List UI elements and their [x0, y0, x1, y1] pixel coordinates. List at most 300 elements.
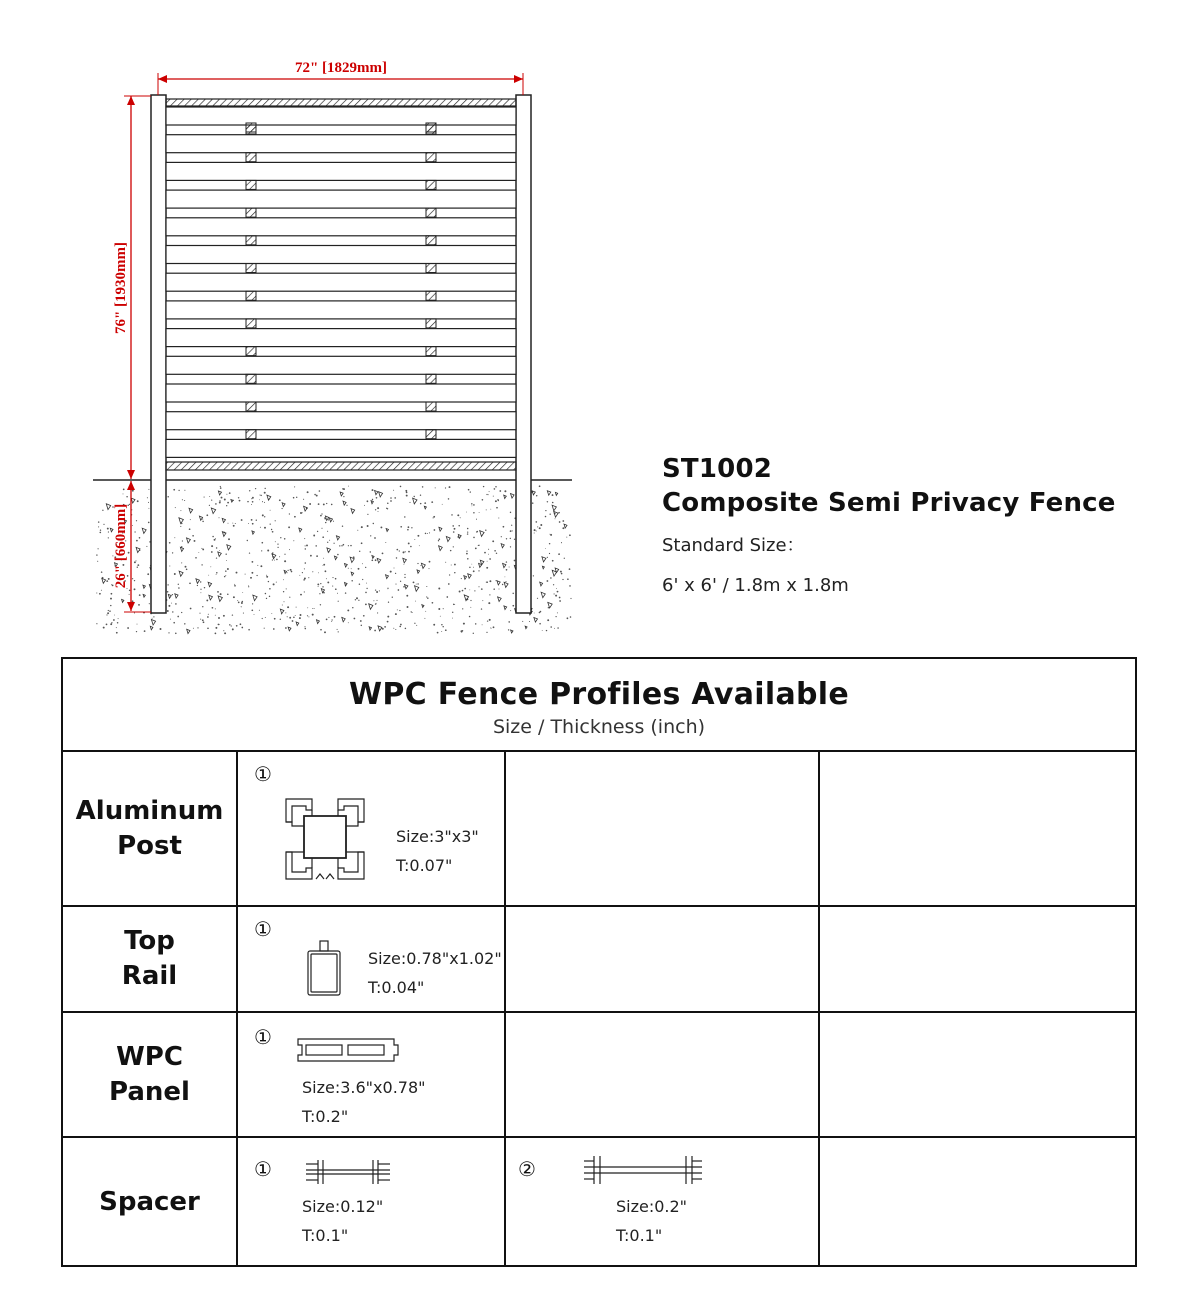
soil-speck [555, 518, 556, 519]
soil-speck [232, 523, 233, 524]
wpc-panel-boards [166, 107, 516, 457]
soil-speck [192, 535, 194, 537]
soil-speck [424, 502, 426, 504]
soil-speck [100, 530, 101, 531]
soil-speck [186, 569, 188, 571]
soil-stone [554, 511, 558, 517]
soil-speck [307, 607, 308, 608]
soil-speck [510, 546, 511, 547]
soil-speck [224, 499, 226, 501]
soil-speck [462, 630, 464, 632]
soil-speck [259, 499, 260, 500]
soil-speck [180, 510, 181, 511]
soil-speck [522, 621, 523, 622]
soil-speck [387, 616, 389, 618]
soil-speck [323, 503, 325, 505]
soil-speck [252, 561, 254, 563]
soil-stone [415, 586, 419, 592]
soil-speck [308, 616, 309, 617]
soil-speck [323, 564, 325, 566]
soil-stone [375, 491, 378, 495]
soil-speck [358, 600, 359, 601]
soil-speck [321, 513, 322, 514]
soil-speck [177, 616, 179, 618]
soil-speck [406, 495, 408, 497]
soil-speck [501, 536, 502, 537]
soil-stone [504, 606, 507, 610]
soil-speck [512, 605, 514, 607]
table-row-top-rail [63, 907, 1135, 1013]
soil-speck [225, 570, 227, 572]
soil-speck [434, 529, 436, 531]
row-label: Aluminum Post [75, 795, 224, 861]
soil-speck [562, 527, 564, 529]
soil-speck [448, 498, 450, 500]
soil-speck [197, 585, 198, 586]
soil-speck [504, 576, 505, 577]
soil-speck [550, 577, 551, 578]
soil-speck [377, 612, 378, 613]
soil-speck [441, 624, 442, 625]
soil-stone [511, 494, 515, 499]
soil-speck [116, 632, 118, 634]
soil-speck [325, 522, 326, 523]
soil-speck [505, 581, 506, 582]
soil-speck [117, 622, 119, 624]
soil-speck [305, 545, 306, 546]
soil-speck [208, 575, 209, 576]
soil-speck [506, 561, 507, 562]
soil-speck [248, 523, 249, 524]
soil-speck [204, 497, 205, 498]
soil-speck [233, 525, 235, 527]
soil-speck [362, 579, 363, 580]
soil-speck [215, 633, 217, 635]
soil-speck [435, 487, 436, 488]
soil-speck [367, 525, 369, 527]
soil-speck [318, 572, 319, 573]
soil-speck [304, 538, 305, 539]
soil-speck [146, 546, 147, 547]
soil-speck [408, 526, 410, 528]
soil-stone [511, 630, 513, 633]
empty-cell [820, 752, 1135, 905]
bottom-rail [166, 462, 516, 470]
soil-speck [395, 629, 396, 630]
soil-speck [540, 524, 542, 526]
soil-stone [504, 495, 507, 499]
table-title: WPC Fence Profiles Available [348, 677, 850, 712]
spacer [246, 430, 256, 439]
soil-speck [227, 568, 229, 570]
soil-stone [340, 492, 343, 496]
soil-speck [539, 527, 541, 529]
soil-stone [503, 563, 506, 567]
soil-speck [300, 594, 302, 596]
soil-speck [211, 551, 213, 553]
soil-speck [295, 615, 296, 616]
soil-stone [480, 531, 484, 537]
soil-speck [216, 547, 217, 548]
soil-speck [110, 598, 112, 600]
soil-speck [148, 489, 149, 490]
soil-speck [310, 555, 312, 557]
soil-speck [351, 580, 353, 582]
soil-speck [215, 627, 217, 629]
soil-speck [510, 512, 511, 513]
spacer [426, 264, 436, 273]
soil-speck [446, 596, 448, 598]
soil-speck [262, 618, 263, 619]
soil-speck [282, 605, 283, 606]
soil-speck [229, 492, 231, 494]
soil-speck [348, 568, 349, 569]
table-row-wpc-panel [63, 1013, 1135, 1138]
soil-stone [282, 503, 285, 507]
soil-speck [200, 589, 201, 590]
soil-speck [266, 598, 267, 599]
soil-speck [134, 531, 135, 532]
option-thickness: T:0.2" [302, 1107, 349, 1126]
soil-stone [131, 498, 135, 503]
soil-speck [514, 560, 516, 562]
soil-speck [366, 588, 367, 589]
soil-speck [467, 528, 469, 530]
soil-speck [277, 543, 278, 544]
option-size: Size:0.12" [302, 1197, 384, 1216]
soil-speck [225, 575, 226, 576]
soil-speck [512, 593, 513, 594]
soil-speck [358, 568, 360, 570]
soil-speck [558, 554, 559, 555]
soil-speck [496, 507, 498, 509]
soil-speck [504, 490, 506, 492]
soil-speck [312, 571, 313, 572]
soil-speck [570, 616, 572, 618]
soil-speck [199, 613, 200, 614]
soil-speck [370, 535, 371, 536]
soil-speck [132, 525, 133, 526]
soil-speck [387, 588, 388, 589]
spacer [426, 236, 436, 245]
soil-speck [324, 517, 325, 518]
soil-speck [357, 530, 358, 531]
soil-speck [216, 574, 217, 575]
soil-speck [257, 565, 258, 566]
soil-stone [525, 626, 527, 629]
soil-speck [361, 526, 363, 528]
soil-speck [453, 546, 454, 547]
soil-speck [108, 531, 109, 532]
soil-speck [335, 588, 337, 590]
soil-speck [494, 550, 496, 552]
soil-speck [106, 580, 108, 582]
soil-speck [420, 495, 421, 496]
option-number: ① [254, 1157, 272, 1181]
soil-speck [169, 542, 171, 544]
soil-speck [299, 617, 301, 619]
soil-speck [218, 617, 220, 619]
soil-speck [215, 538, 216, 539]
soil-speck [481, 588, 483, 590]
top-rail [166, 99, 516, 106]
left-post [151, 95, 166, 613]
soil-speck [272, 552, 273, 553]
soil-speck [569, 568, 571, 570]
soil-speck [338, 601, 339, 602]
soil-stone [231, 500, 233, 503]
soil-speck [110, 605, 111, 606]
soil-speck [322, 586, 323, 587]
soil-stone [168, 594, 171, 598]
soil-speck [249, 490, 250, 491]
soil-speck [101, 571, 103, 573]
soil-speck [209, 496, 210, 497]
soil-speck [385, 542, 386, 543]
soil-stone [199, 516, 202, 520]
soil-stone [211, 508, 215, 514]
empty-cell [820, 1138, 1135, 1267]
soil-speck [252, 501, 254, 503]
soil-speck [171, 603, 172, 604]
soil-speck [250, 577, 252, 579]
soil-speck [207, 616, 209, 618]
soil-speck [178, 490, 179, 491]
soil-speck [264, 488, 265, 489]
soil-speck [510, 538, 511, 539]
soil-speck [287, 570, 288, 571]
soil-speck [241, 606, 242, 607]
soil-speck [303, 499, 304, 500]
soil-stone [422, 605, 424, 608]
soil-speck [312, 608, 313, 609]
soil-speck [220, 487, 222, 489]
soil-stone [102, 578, 106, 583]
soil-speck [228, 523, 229, 524]
soil-speck [478, 570, 479, 571]
soil-speck [300, 512, 302, 514]
soil-speck [419, 545, 420, 546]
soil-speck [341, 545, 342, 546]
soil-stone [540, 582, 543, 586]
spacer [246, 153, 256, 162]
soil-speck [103, 524, 104, 525]
soil-stone [345, 564, 348, 568]
soil-speck [204, 587, 205, 588]
soil-speck [398, 589, 400, 591]
soil-speck [307, 615, 308, 616]
soil-speck [409, 502, 410, 503]
soil-speck [445, 487, 446, 488]
soil-stone [327, 548, 331, 553]
soil-stone [151, 620, 155, 626]
soil-speck [404, 577, 405, 578]
soil-speck [255, 488, 256, 489]
soil-speck [221, 497, 223, 499]
soil-speck [482, 499, 484, 501]
option-cell [238, 907, 506, 1011]
spacer [426, 123, 436, 132]
soil-speck [215, 615, 216, 616]
soil-speck [457, 514, 459, 516]
soil-speck [405, 490, 407, 492]
soil-speck [227, 502, 229, 504]
soil-speck [386, 508, 387, 509]
soil-stone [439, 527, 442, 531]
soil-stone [377, 558, 381, 563]
soil-speck [542, 630, 543, 631]
spacer-profile-icon [580, 1152, 706, 1188]
soil-speck [564, 558, 565, 559]
soil-speck [370, 551, 371, 552]
soil-speck [359, 584, 360, 585]
soil-speck [413, 581, 415, 583]
soil-speck [443, 608, 444, 609]
soil-speck [331, 504, 333, 506]
soil-speck [276, 582, 277, 583]
row-label: Top Rail [121, 926, 178, 991]
soil-speck [313, 535, 315, 537]
soil-speck [400, 486, 402, 488]
soil-speck [396, 557, 397, 558]
soil-speck [326, 619, 328, 621]
soil-speck [264, 516, 265, 517]
soil-speck [288, 526, 290, 528]
soil-speck [228, 538, 230, 540]
soil-speck [231, 625, 232, 626]
soil-speck [225, 553, 226, 554]
soil-speck [262, 514, 264, 516]
soil-speck [129, 504, 130, 505]
soil-speck [329, 540, 330, 541]
soil-speck [399, 610, 400, 611]
soil-speck [190, 519, 191, 520]
soil-speck [549, 513, 550, 514]
option-thickness: T:0.04" [368, 978, 425, 997]
soil-speck [348, 545, 349, 546]
soil-speck [149, 603, 150, 604]
soil-speck [437, 632, 439, 634]
soil-speck [181, 562, 182, 563]
soil-speck [323, 558, 324, 559]
soil-speck [355, 599, 356, 600]
soil-speck [415, 601, 416, 602]
soil-speck [234, 584, 235, 585]
soil-speck [96, 592, 97, 593]
soil-speck [206, 514, 208, 516]
soil-speck [404, 574, 405, 575]
soil-speck [113, 619, 115, 621]
soil-speck [417, 563, 418, 564]
soil-speck [123, 493, 124, 494]
soil-speck [493, 496, 494, 497]
soil-stone [218, 491, 221, 495]
soil-speck [388, 602, 389, 603]
soil-speck [486, 581, 488, 583]
soil-stone [189, 508, 193, 513]
soil-speck [268, 581, 269, 582]
soil-speck [426, 586, 427, 587]
soil-speck [460, 517, 461, 518]
soil-stone [218, 552, 222, 557]
soil-speck [498, 500, 499, 501]
soil-speck [320, 629, 322, 631]
soil-speck [427, 533, 428, 534]
soil-speck [362, 563, 363, 564]
soil-speck [403, 551, 405, 553]
soil-speck [271, 529, 272, 530]
soil-speck [284, 560, 286, 562]
soil-speck [429, 532, 430, 533]
soil-speck [243, 613, 244, 614]
soil-speck [285, 627, 287, 629]
soil-speck [348, 486, 349, 487]
soil-speck [98, 526, 99, 527]
option-size: Size:0.78"x1.02" [368, 949, 502, 968]
soil-speck [506, 538, 507, 539]
soil-speck [342, 488, 343, 489]
soil-speck [315, 545, 317, 547]
soil-speck [271, 613, 272, 614]
soil-speck [136, 520, 137, 521]
soil-speck [387, 503, 389, 505]
soil-speck [200, 581, 201, 582]
soil-speck [110, 623, 112, 625]
soil-speck [503, 526, 505, 528]
soil-speck [566, 537, 567, 538]
soil-speck [134, 588, 136, 590]
width-dimension-label: 72" [1829mm] [294, 60, 388, 76]
soil-speck [148, 502, 149, 503]
soil-speck [256, 520, 257, 521]
soil-speck [182, 540, 183, 541]
row-label: WPC Panel [109, 1041, 190, 1107]
soil-speck [152, 618, 153, 619]
soil-speck [283, 591, 284, 592]
soil-speck [555, 595, 557, 597]
soil-stone [504, 582, 508, 587]
soil-speck [529, 621, 530, 622]
soil-speck [173, 622, 175, 624]
soil-speck [264, 628, 265, 629]
soil-speck [107, 528, 109, 530]
soil-stone [253, 595, 257, 601]
soil-speck [425, 533, 427, 535]
soil-speck [387, 621, 389, 623]
soil-speck [309, 503, 311, 505]
soil-speck [482, 624, 483, 625]
soil-speck [454, 564, 456, 566]
soil-speck [167, 591, 169, 593]
soil-speck [224, 632, 226, 634]
soil-speck [433, 516, 435, 518]
fence-elevation-drawing [0, 0, 660, 650]
soil-speck [210, 566, 211, 567]
soil-stone [296, 622, 299, 626]
soil-speck [554, 628, 555, 629]
soil-speck [321, 528, 322, 529]
soil-speck [371, 559, 373, 561]
soil-speck [417, 535, 419, 537]
soil-speck [353, 556, 355, 558]
soil-speck [410, 546, 412, 548]
soil-speck [534, 532, 535, 533]
soil-speck [211, 545, 213, 547]
soil-speck [490, 509, 491, 510]
soil-speck [300, 614, 302, 616]
soil-speck [328, 519, 329, 520]
soil-speck [496, 553, 497, 554]
